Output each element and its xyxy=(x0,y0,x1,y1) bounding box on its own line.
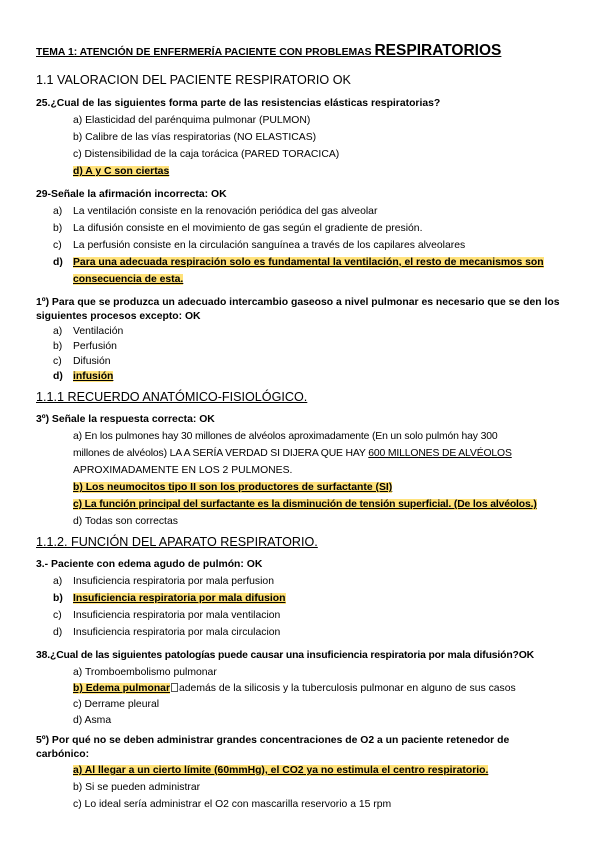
q25-option-d xyxy=(73,165,169,179)
q3b-answer: Insuficiencia respiratoria por mala difusion xyxy=(73,593,286,604)
question-38: 38.¿Cual de las siguientes patologías puede causar una insuficiencia respiratoria por mala difusión?OK xyxy=(36,650,535,661)
q3-answer-c: c) La función principal del surfactante es la disminución de tensión superficial. (De los alvéolos.) xyxy=(73,499,537,510)
section-heading-1-1-2: 1.1.2. FUNCIÓN DEL APARATO RESPIRATORIO. xyxy=(36,535,318,549)
q25-answer: d) A y C son ciertas xyxy=(73,166,170,177)
section-heading-1-1-1: 1.1.1 RECUERDO ANATÓMICO-FISIOLÓGICO. xyxy=(36,390,308,404)
question-1-line1: 1º) Para que se produzca un adecuado intercambio gaseoso a nivel pulmonar es necesario que se den los xyxy=(36,297,560,308)
q29-option-c: c) La perfusión consiste en la circulación sanguínea a través de los capilares alveolares xyxy=(53,240,466,251)
document-title xyxy=(36,44,501,60)
q29-option-a: a) La ventilación consiste en la renovación periódica del gas alveolar xyxy=(53,206,378,217)
question-29: 29-Señale la afirmación incorrecta: OK xyxy=(36,189,227,200)
q25-option-a: a) Elasticidad del parénquima pulmonar (PULMON) xyxy=(73,115,311,126)
q38-option-c: c) Derrame pleural xyxy=(73,699,160,710)
q5-answer: a) Al llegar a un cierto límite (60mmHg), el CO2 ya no estimula el centro respiratorio. xyxy=(73,765,489,776)
q3-option-b xyxy=(73,481,392,495)
question-5-line2: carbónico: xyxy=(36,749,90,760)
q3-option-c xyxy=(73,498,537,512)
q29-option-b: b) La difusión consiste en el movimiento de gas según el gradiente de presión. xyxy=(53,223,423,234)
q3-option-d: d) Todas son correctas xyxy=(73,516,178,527)
q1-option-c: c) Difusión xyxy=(53,356,111,367)
q1-option-a: a) Ventilación xyxy=(53,326,124,337)
title-prefix: TEMA 1: ATENCIÓN DE ENFERMERÍA PACIENTE CON PROBLEMAS xyxy=(36,47,375,58)
title-big: RESPIRATORIOS xyxy=(374,42,502,59)
q3b-option-b: b) Insuficiencia respiratoria por mala difusion xyxy=(53,593,286,604)
q29-option-d: d) Para una adecuada respiración solo es fundamental la ventilación, el resto de mecanismos son xyxy=(53,257,544,268)
missing-glyph-box xyxy=(171,683,178,692)
q25-option-b: b) Calibre de las vías respiratorias (NO ELASTICAS) xyxy=(73,132,317,143)
q5-option-a xyxy=(73,764,488,778)
q3-answer-b: b) Los neumocitos tipo II son los productores de surfactante (SI) xyxy=(73,482,393,493)
q29-option-d-cont xyxy=(73,273,183,287)
q3-option-a-line3: APROXIMADAMENTE EN LOS 2 PULMONES. xyxy=(73,465,293,476)
q38-answer: b) Edema pulmonar xyxy=(73,683,170,694)
q3-option-a-line2: millones de alvéolos) LA A SERÍA VERDAD SI DIJERA QUE HAY 600 MILLONES DE ALVÉOLOS xyxy=(73,448,512,459)
q38-option-b: b) Edema pulmonar además de la silicosis y la tuberculosis pulmonar en alguno de sus casos xyxy=(73,683,516,694)
q1-option-b: b) Perfusión xyxy=(53,341,117,352)
q5-option-b: b) Si se pueden administrar xyxy=(73,782,201,793)
q3b-option-c: c) Insuficiencia respiratoria por mala ventilacion xyxy=(53,610,281,621)
q29-answer-line2: consecuencia de esta. xyxy=(73,274,184,285)
question-25: 25.¿Cual de las siguientes forma parte de las resistencias elásticas respiratorias? xyxy=(36,98,441,109)
q3b-option-d: d) Insuficiencia respiratoria por mala circulacion xyxy=(53,627,281,638)
q38-option-d: d) Asma xyxy=(73,715,112,726)
question-3b: 3.- Paciente con edema agudo de pulmón: OK xyxy=(36,559,263,570)
q3b-option-a: a) Insuficiencia respiratoria por mala perfusion xyxy=(53,576,274,587)
question-1-line2: siguientes procesos excepto: OK xyxy=(36,311,201,322)
section-heading-1-1: 1.1 VALORACION DEL PACIENTE RESPIRATORIO OK xyxy=(36,73,351,87)
q25-option-c: c) Distensibilidad de la caja torácica (PARED TORACICA) xyxy=(73,149,340,160)
question-5-line1: 5º) Por qué no se deben administrar grandes concentraciones de O2 a un paciente retenedor de xyxy=(36,735,510,746)
q5-option-c: c) Lo ideal sería administrar el O2 con mascarilla reservorio a 15 rpm xyxy=(73,799,392,810)
question-3: 3º) Señale la respuesta correcta: OK xyxy=(36,414,215,425)
q3-option-a-line1: a) En los pulmones hay 30 millones de alvéolos aproximadamente (En un solo pulmón hay 300 xyxy=(73,431,498,442)
q29-answer-line1: Para una adecuada respiración solo es fundamental la ventilación, el resto de mecanismos son xyxy=(73,257,544,268)
q38-option-a: a) Tromboembolismo pulmonar xyxy=(73,667,217,678)
q1-option-d: d) infusión xyxy=(53,371,114,382)
q1-answer: infusión xyxy=(73,371,114,382)
